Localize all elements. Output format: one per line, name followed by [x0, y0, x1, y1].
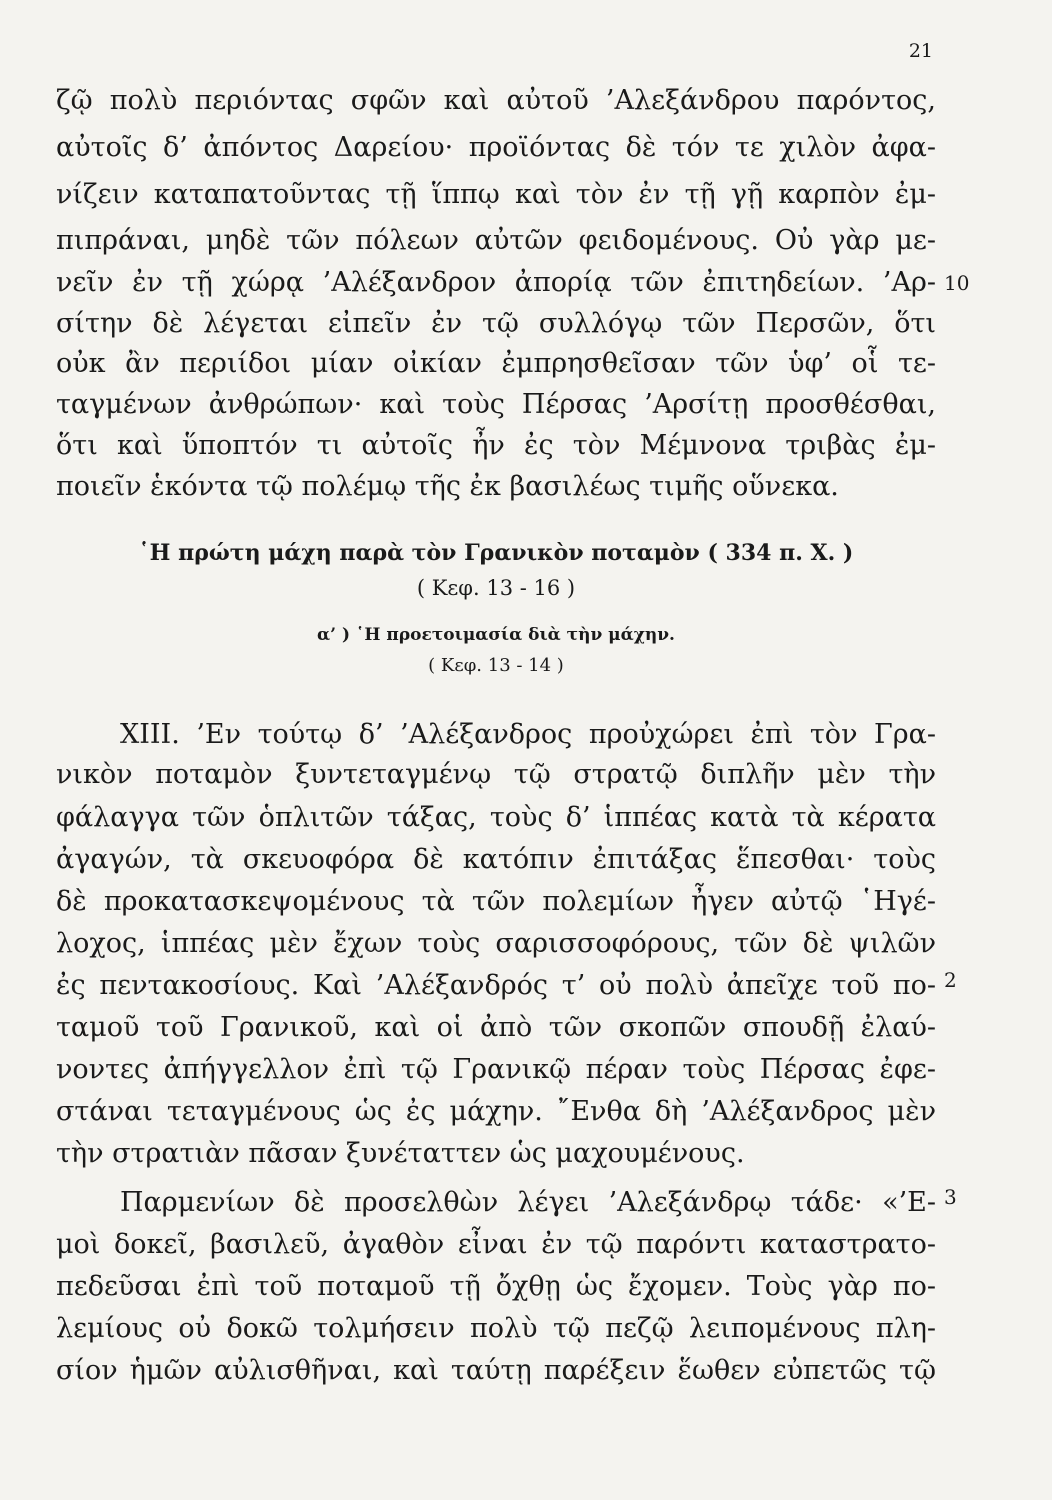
chapter-range: ( Κεφ. 13 - 16 ) — [416, 576, 576, 600]
text-line: νεῖν ἐν τῇ χώρᾳ ’Αλέξανδρον ἀπορίᾳ τῶν ἐπιτηδείων. ’Αρ- — [56, 267, 936, 298]
subsection-chapter-range: ( Κεφ. 13 - 14 ) — [428, 655, 564, 676]
text-line: XIII. ’Εν τούτῳ δ’ ’Αλέξανδρος προὐχώρει ἐπὶ τὸν Γρα- — [120, 719, 936, 750]
text-line: λοχος, ἱππέας μὲν ἔχων τοὺς σαρισσοφόρους, τῶν δὲ ψιλῶν — [56, 928, 936, 959]
text-line: ταγμένων ἀνθρώπων· καὶ τοὺς Πέρσας ’Αρσίτῃ προσθέσθαι, — [56, 389, 936, 420]
text-line: νικὸν ποταμὸν ξυντεταγμένῳ τῷ στρατῷ διπλῆν μὲν τὴν — [56, 759, 936, 790]
text-line: Παρμενίων δὲ προσελθὼν λέγει ’Αλεξάνδρῳ τάδε· «’Ε- — [120, 1187, 936, 1218]
section-heading: ῾Η πρώτη μάχη παρὰ τὸν Γρανικὸν ποταμὸν ( 334 π. Χ. ) — [138, 540, 854, 566]
text-line: νίζειν καταπατοῦντας τῇ ἵππῳ καὶ τὸν ἐν τῇ γῇ καρπὸν ἐμ- — [56, 179, 936, 210]
text-line: λεμίους οὐ δοκῶ τολμήσειν πολὺ τῷ πεζῷ λειπομένους πλη- — [56, 1313, 936, 1344]
text-line: ποιεῖν ἑκόντα τῷ πολέμῳ τῆς ἐκ βασιλέως τιμῆς οὕνεκα. — [56, 471, 839, 502]
text-line: πιπράναι, μηδὲ τῶν πόλεων αὐτῶν φειδομένους. Οὐ γὰρ με- — [56, 225, 936, 256]
text-line: τὴν στρατιὰν πᾶσαν ξυνέταττεν ὡς μαχουμένους. — [56, 1138, 745, 1169]
margin-section-number: 2 — [944, 968, 957, 992]
text-line: σίον ἡμῶν αὐλισθῆναι, καὶ ταύτῃ παρέξειν ἕωθεν εὐπετῶς τῷ — [56, 1355, 936, 1386]
subsection-heading: α’ ) ῾Η προετοιμασία διὰ τὴν μάχην. — [317, 625, 675, 645]
text-line: ζῷ πολὺ περιόντας σφῶν καὶ αὐτοῦ ’Αλεξάνδρου παρόντος, — [56, 85, 936, 116]
text-line: φάλαγγα τῶν ὁπλιτῶν τάξας, τοὺς δ’ ἱππέας κατὰ τὰ κέρατα — [56, 802, 936, 833]
text-line: ὅτι καὶ ὕποπτόν τι αὐτοῖς ἦν ἐς τὸν Μέμνονα τριβὰς ἐμ- — [56, 430, 936, 461]
margin-section-number: 10 — [944, 271, 970, 295]
text-line: ἐς πεντακοσίους. Καὶ ’Αλέξανδρός τ’ οὐ πολὺ ἀπεῖχε τοῦ πο- — [56, 970, 936, 1001]
text-line: δὲ προκατασκεψομένους τὰ τῶν πολεμίων ἦγεν αὐτῷ ῾Ηγέ- — [56, 886, 936, 917]
text-line: ταμοῦ τοῦ Γρανικοῦ, καὶ οἱ ἀπὸ τῶν σκοπῶν σπουδῇ ἐλαύ- — [56, 1012, 936, 1043]
text-line: νοντες ἀπήγγελλον ἐπὶ τῷ Γρανικῷ πέραν τοὺς Πέρσας ἐφε- — [56, 1054, 936, 1085]
text-line: σίτην δὲ λέγεται εἰπεῖν ἐν τῷ συλλόγῳ τῶν Περσῶν, ὅτι — [56, 308, 936, 339]
text-line: αὐτοῖς δ’ ἀπόντος Δαρείου· προϊόντας δὲ τόν τε χιλὸν ἀφα- — [56, 132, 936, 163]
text-line: ἀγαγών, τὰ σκευοφόρα δὲ κατόπιν ἐπιτάξας ἕπεσθαι· τοὺς — [56, 844, 936, 875]
margin-section-number: 3 — [944, 1185, 957, 1209]
text-line: οὐκ ἂν περιίδοι μίαν οἰκίαν ἐμπρησθεῖσαν τῶν ὑφ’ οἷ τε- — [56, 348, 936, 379]
text-line: πεδεῦσαι ἐπὶ τοῦ ποταμοῦ τῇ ὄχθῃ ὡς ἔχομεν. Τοὺς γὰρ πο- — [56, 1271, 936, 1302]
text-line: μοὶ δοκεῖ, βασιλεῦ, ἀγαθὸν εἶναι ἐν τῷ παρόντι καταστρατο- — [56, 1229, 936, 1260]
text-line: στάναι τεταγμένους ὡς ἐς μάχην. ῎Ενθα δὴ ’Αλέξανδρος μὲν — [56, 1096, 936, 1127]
page-number: 21 — [908, 40, 933, 62]
